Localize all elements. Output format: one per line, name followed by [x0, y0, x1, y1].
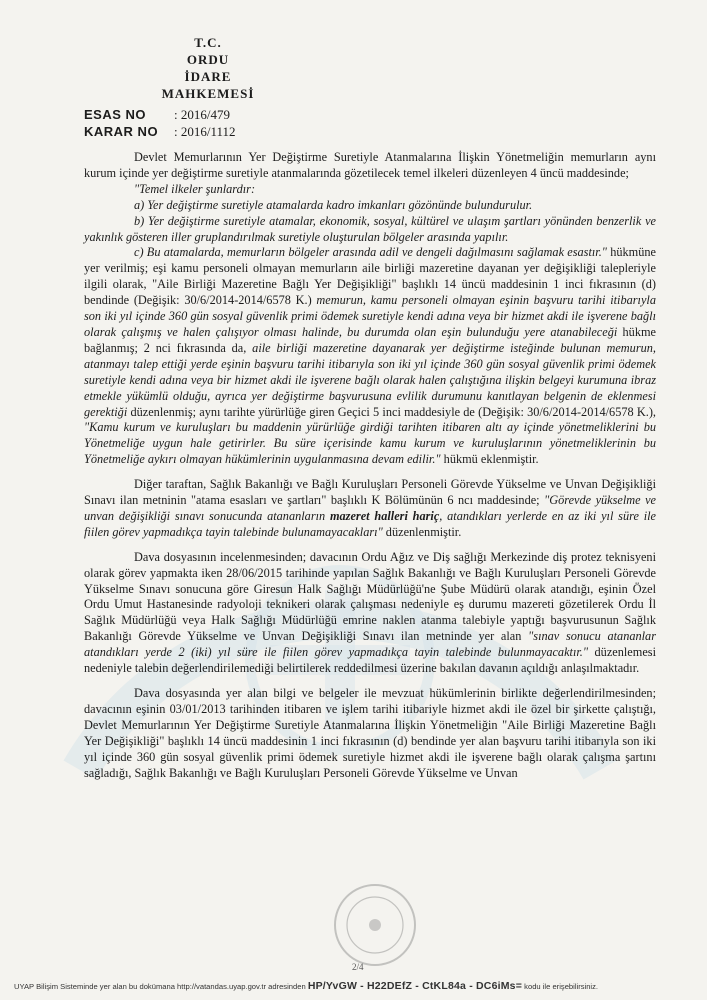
- p2-italic-f: "Kamu kurum ve kuruluşları bu maddenin yürürlüğe girdiği tarihten itibaren altı ay içinde yönetmeliklerini bu Yönetmeliğe uygun hale getirirler. Bu süre içerisinde kamu kurum ve kuruluşlarının yönetmeliklerinin bu Yönetmeliğe aykırı olmayan hükümlerinin uygulanmasına devam edilir.": [84, 420, 656, 467]
- case-info: [84, 106, 236, 140]
- p2-text-c: hükme bağlanmış; 2 nci fıkrasında da,: [84, 324, 656, 355]
- p2-italic-d: aile birliği mazeretine dayanarak yer değiştirme isteğinde bulunan memurun, atanmayı talep ettiği yerde eşinin başvuru tarihi itibarıyla son iki yıl içinde 360 gün sosyal güvenlik primi ödemek suretiyle kendi adına veya bir hizmet akdi ile işverene bağlı olarak halen çalıştığına ilişkin belgeyi kurumuna ibraz etmekle yükümlü olduğu, ayrıca yer değiştirme başvurusuna evlilik durumunu kanıtlayan belgenin de eklenmesi gerektiği: [84, 340, 656, 419]
- p4-italic-b: "sınav sonucu atananlar atandıkları yerde 2 (iki) yıl süre ile fiilen görev yapmadıkça tayin talebinde bulunmayacaktır.": [84, 629, 656, 660]
- paragraph-4: [84, 550, 656, 677]
- quote-intro: "Temel ilkeler şunlardır:: [134, 181, 256, 196]
- karar-value: : 2016/1112: [174, 124, 236, 139]
- footer-text-before: UYAP Bilişim Sisteminde yer alan bu dokümana http://vatandas.uyap.gov.tr adresinden: [14, 982, 306, 991]
- p3-text-e: düzenlenmiştir.: [382, 524, 462, 539]
- header-court-name: İDARE MAHKEMESİ: [161, 69, 255, 101]
- document-body: [84, 150, 656, 781]
- p4-text-a: Dava dosyasının incelenmesinden; davacının Ordu Ağız ve Diş sağlığı Merkezinde diş protez teknisyeni olarak görev yapmakta iken 28/06/2015 tarihinde yapılan Sağlık Bakanlığı ve Bağlı Kuruluşları Personeli Görevde Yükselme Sınavı sonucuna göre Giresun Halk Sağlığı Müdürlüğü'ne Şube Müdürü olarak atandığı, eşinin Özel Ordu Umut Hastanesinde radyoloji teknikeri olarak çalışması nedeniyle eş durumu mazereti gözetilerek Ordu İl Sağlık Müdürlüğü veya Halk Sağlığı Müdürlüğü emrine naklen atanma talebiyle yaptığı başvurusunun Sağlık Bakanlığı Görevde Yükselme ve Unvan Değişikliği Sınavı ilan metninde yer alan: [84, 549, 656, 644]
- p3-italic-d: , atandıkları yerlerde en az iki yıl süre ile fiilen görev yapmadıkça tayin talebinde bulunamayacakları": [84, 508, 656, 539]
- p3-italic-b: "Görevde yükselme ve unvan değişikliği sınavı sonucunda atananların: [84, 493, 657, 523]
- paragraph-3: [84, 477, 656, 541]
- esas-value: : 2016/479: [174, 107, 230, 122]
- p2-text-g: hükmü eklenmiştir.: [440, 452, 539, 467]
- p3-bold-c: mazeret halleri hariç: [329, 508, 440, 523]
- esas-label: ESAS NO: [84, 107, 147, 122]
- paragraph-2: [84, 245, 656, 468]
- karar-label: KARAR NO: [84, 124, 159, 139]
- court-header: [148, 34, 268, 102]
- p4-text-c: düzenlemesi nedeniyle talebin değerlendirilemediği belirtilerek reddedilmesi üzerine bakılan davanın açıldığı anlaşılmaktadır.: [84, 645, 656, 676]
- p3-text-a: Diğer taraftan, Sağlık Bakanlığı ve Bağlı Kuruluşları Personeli Görevde Yükselme ve Unvan Değişikliği Sınavı ilan metninin "atama esasları ve şartları" başlıklı K Bölümünün 6 ncı maddesinde;: [84, 477, 656, 508]
- p2-italic-b: memurun, kamu personeli olmayan eşinin başvuru tarihi itibarıyla son iki yıl içinde 360 gün sosyal güvenlik primi ödemek suretiyle kendi adına veya bir hizmet akdi ile işverene bağlı olarak çalışmış ve halen çalışıyor olması halinde, bu durumda olan eşin bulunduğu yere atanabileceği: [84, 293, 656, 339]
- page-number: 2/4: [352, 962, 364, 972]
- karar-row: [84, 123, 236, 140]
- quote-item-a: a) Yer değiştirme suretiyle atamalarda kadro imkanları gözönünde bulundurulur.: [134, 197, 533, 212]
- header-city: ORDU: [186, 52, 230, 67]
- esas-row: [84, 106, 236, 123]
- quote-item-b: b) Yer değiştirme suretiyle atamalar, ekonomik, sosyal, kültürel ve ulaşım şartları yönünden benzerlik ve yakınlık gösteren iller gruplandırılmak suretiyle oluşturulan bölgeler arasında yapılır.: [84, 213, 656, 244]
- footer-access-code: HP/YvGW - H22DEfZ - CtKL84a - DC6iMs=: [307, 980, 523, 992]
- p2-text-a: hükmüne yer verilmiş; eşi kamu personeli olmayan memurların aile birliği mazeretine dayanan yer değişikliği talepleriyle ilgili olarak, "Aile Birliği Mazeretine Bağlı Yer Değişikliği" başlıklı 14 üncü maddesinin 1 inci fıkrasının (d) bendinde (Değişik: 30/6/2014-2014/6578 K.): [84, 245, 656, 308]
- paragraph-1: Devlet Memurlarının Yer Değiştirme Suretiyle Atanmalarına İlişkin Yönetmeliğin memurların aynı kurum içinde yer değiştirme suretiyle atanmalarında gözetilecek temel ilkeleri düzenleyen 4 üncü maddesinde;: [84, 150, 656, 180]
- court-seal-icon: [330, 880, 420, 970]
- p2-text-e: düzenlenmiş; aynı tarihte yürürlüğe giren Geçici 5 inci maddesiyle de (Değişik: 30/6/2014-2014/6578 K.),: [127, 404, 656, 419]
- paragraph-5: Dava dosyasında yer alan bilgi ve belgeler ile mevzuat hükümlerinin birlikte değerlendirilmesinden; davacının eşinin 03/01/2013 tarihinden itibaren ve işlem tarihi itibariyle hizmet akdi ile özel bir şirkette çalıştığı, Devlet Memurlarının Yer Değiştirme Suretiyle Atanmalarına İlişkin Yönetmeliğin "Aile Birliği Mazeretine Bağlı Yer Değişikliği" başlıklı 14 üncü maddesinin 1 inci fıkrasının (d) bendinde yer alan başvuru tarihi itibarıyla son iki yıl içinde 360 gün sosyal güvenlik primi ödemek suretiyle hizmet akdi ile işverene bağlı olarak çalışma şartını sağladığı, Sağlık Bakanlığı ve Bağlı Kuruluşları Personeli Görevde Yükselme ve Unvan: [84, 686, 656, 780]
- uyap-footer: [14, 980, 704, 992]
- header-tc: T.C.: [194, 35, 222, 50]
- footer-text-after: kodu ile erişebilirsiniz.: [524, 982, 599, 991]
- quote-item-c: c) Bu atamalarda, memurların bölgeler arasında adil ve dengeli dağılmasını sağlamak esastır.": [134, 245, 607, 260]
